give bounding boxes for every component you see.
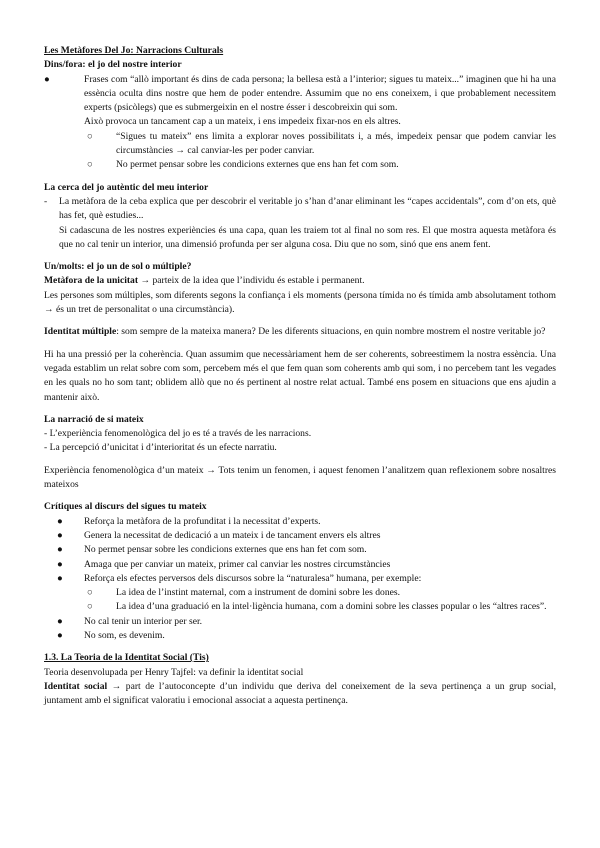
list-subitem [44,158,556,172]
dash-line: - La percepció d’unicitat i d’interioritat és un efecte narratiu. [44,442,277,454]
critiques-list [44,515,556,644]
list-item-text: No cal tenir un interior per ser. [84,615,203,627]
paragraph-unicitat [44,274,556,288]
paragraph-text: : som sempre de la mateixa manera? De les diferents situacions, en quin nombre mostrem el nostre veritable jo? [116,326,546,338]
list-item [44,543,556,557]
circle-bullet-icon: ○ [87,159,93,171]
paragraph-text: → part de l’autoconcepte d’un individu que deriva del coneixement de la seva pertinença a un grup social, juntament amb el significat valoratiu i emocional associat a aquesta pertinença. [44,680,556,707]
dash-icon: - [44,195,48,207]
subitem-text: “Sigues tu mateix” ens limita a explorar noves possibilitats i, a més, impedeix pensar que podem canviar les circumstàncies → cal canviar-les per poder canviar. [116,130,556,157]
term-unicitat: Metàfora de la unicitat [44,275,139,287]
paragraph-social-identity [44,680,556,709]
section-inside-outside-list [44,73,556,173]
term-social-identity: Identitat social [44,680,108,692]
paragraph-text: La metàfora de la ceba explica que per descobrir el veritable jo s’han d’anar eliminant les “capes accidentals”, com d’on ets, què has fet, què estudies... [59,195,556,222]
section-heading-narration: La narració de si mateix [44,413,144,425]
bullet-icon: ● [57,629,63,641]
bullet-icon: ● [57,529,63,541]
list-item-text: Reforça la metàfora de la profunditat i la necessitat d’experts. [84,515,321,527]
circle-bullet-icon: ○ [87,601,93,613]
section-heading-critiques: Crítiques al discurs del sigues tu mateix [44,501,207,513]
paragraph: Teoria desenvolupada per Henry Tajfel: va definir la identitat social [44,666,304,678]
list-item-text: No permet pensar sobre les condicions externes que ens han fet com som. [84,544,367,556]
circle-bullet-icon: ○ [87,130,93,142]
list-item [44,515,556,529]
list-subitem [44,130,556,159]
paragraph: Experiència fenomenològica d’un mateix → Tots tenim un fenomen, i aquest fenomen l’analitzem quan reflexionem sobre nosaltres mateixos [44,464,556,491]
section-heading-inside-outside: Dins/fora: el jo del nostre interior [44,59,182,71]
list-item [44,529,556,543]
list-subitem [44,586,556,600]
list-item-text: Genera la necessitat de dedicació a un mateix i de tancament envers els altres [84,529,381,541]
list-item [44,572,556,586]
section-heading-social-identity: 1.3. La Teoria de la Identitat Social (Tis) [44,652,209,664]
list-item [44,73,556,116]
bullet-icon: ● [57,615,63,627]
list-item-continuation [44,115,556,129]
circle-bullet-icon: ○ [87,587,93,599]
bullet-icon: ● [57,544,63,556]
paragraph: Si cadascuna de les nostres experiències és una capa, quan les traiem tot al final no som res. El que mostra aquesta metàfora és que no cal tenir un interior, una dimensió profunda per ser alguna cosa. Diu que no som, sinó que ens anem fent. [59,224,556,250]
subitem-text: La idea de l’instint maternal, com a instrument de domini sobre les dones. [116,587,401,599]
paragraph-text: → parteix de la idea que l’individu és estable i permanent. [138,275,365,287]
paragraph-text: Això provoca un tancament cap a un mateix, i ens impedeix fixar-nos en els altres. [84,116,401,128]
bullet-icon: ● [57,572,63,584]
list-item-text: Reforça els efectes perversos dels discursos sobre la “naturalesa” humana, per exemple: [84,572,422,584]
section-heading-authentic-self: La cerca del jo autèntic del meu interior [44,181,209,193]
subitem-text: No permet pensar sobre les condicions externes que ens han fet com som. [116,159,399,171]
list-item-text: Amaga que per canviar un mateix, primer cal canviar les nostres circumstàncies [84,558,391,570]
paragraph: Hi ha una pressió per la coherència. Quan assumim que necessàriament hem de ser coherents, sobreestimem la nostra essència. Una vegada establim un relat sobre com som, percebem més el que fem quan som coherents amb qui som, i no percebem tant les vegades en les quals no ho som tant; oblidem allò que no és pertinent al nostre relat actual. També ens posem en situacions que ens ajudin a mantenir això. [44,348,556,403]
dash-item [44,195,556,224]
list-item-text: No som, es devenim. [84,629,165,641]
paragraph: Les persones som múltiples, som diferents segons la confiança i els moments (persona tímida no és tímida amb absolutament tothom → és un tret de personalitat o una circumstància). [44,289,556,316]
list-item [44,558,556,572]
paragraph-multiple [44,325,556,339]
list-subitem [44,600,556,614]
bullet-icon: ● [57,515,63,527]
document-title: Les Metàfores Del Jo: Narracions Culturals [44,45,224,56]
subitem-text: La idea d’una graduació en la intel·ligència humana, com a domini sobre les classes popular o les “altres races”. [116,601,547,613]
list-item [44,629,556,643]
bullet-icon: ● [57,558,63,570]
list-item [44,615,556,629]
section-heading-one-many: Un/molts: el jo un de sol o múltiple? [44,261,192,273]
term-multiple: Identitat múltiple [44,326,117,338]
dash-line: - L’experiència fenomenològica del jo es té a través de les narracions. [44,428,312,440]
bullet-icon: ● [44,73,50,85]
paragraph-text: Frases com “allò important és dins de cada persona; la bellesa està a l’interior; sigues tu mateix...” imaginen que hi ha una essència oculta dins nostre que hem de poder entendre. Assumim que no ens coneixem, i que probablement necessitem experts (psicòlegs) que es submergeixin en el nostre ésser i descobreixin qui som. [84,73,556,114]
